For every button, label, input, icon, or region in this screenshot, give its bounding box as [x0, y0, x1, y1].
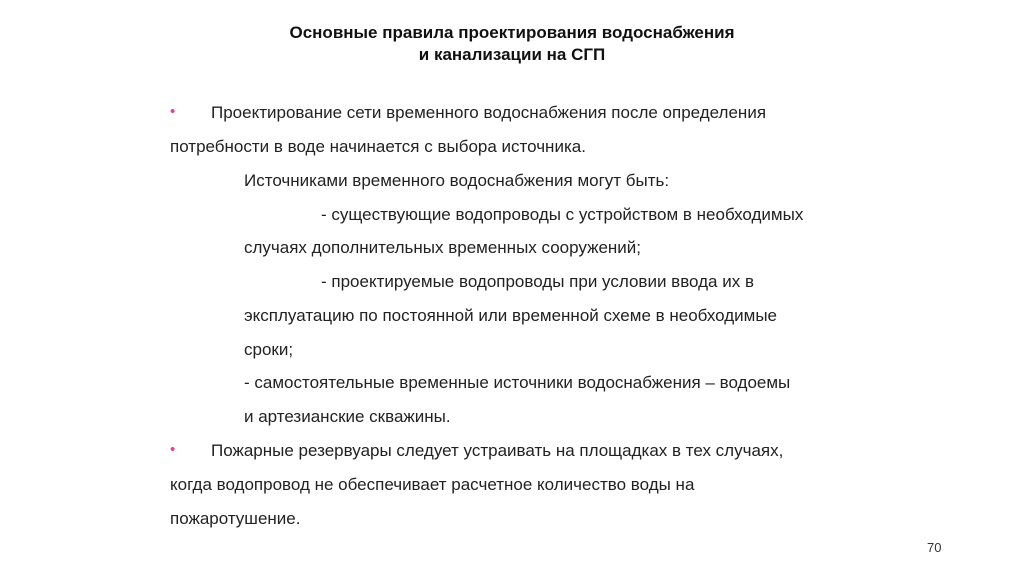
text-line-5: случаях дополнительных временных сооружений; — [244, 238, 642, 257]
slide-title — [0, 22, 1024, 66]
page-number: 70 — [927, 540, 942, 555]
text-line-2: потребности в воде начинается с выбора источника. — [170, 137, 586, 156]
bullet-marker-2: • — [170, 441, 176, 458]
text-line-13: пожаротушение. — [170, 509, 301, 528]
slide-title-line-2: и канализации на СГП — [418, 45, 606, 64]
text-line-10: и артезианские скважины. — [244, 407, 451, 426]
text-line-4: - существующие водопроводы с устройством в необходимых — [321, 205, 804, 224]
slide-title-line-1: Основные правила проектирования водоснабжения — [289, 23, 735, 42]
text-line-8: сроки; — [244, 340, 294, 359]
bullet-marker-1: • — [170, 103, 176, 120]
text-line-11: Пожарные резервуары следует устраивать на площадках в тех случаях, — [211, 441, 784, 460]
text-line-7: эксплуатацию по постоянной или временной схеме в необходимые — [244, 306, 778, 325]
text-line-9: - самостоятельные временные источники водоснабжения – водоемы — [244, 373, 791, 392]
text-line-12: когда водопровод не обеспечивает расчетное количество воды на — [170, 475, 695, 494]
text-line-3: Источниками временного водоснабжения могут быть: — [244, 171, 670, 190]
text-line-6: - проектируемые водопроводы при условии ввода их в — [321, 272, 754, 291]
text-line-1: Проектирование сети временного водоснабжения после определения — [211, 103, 767, 122]
